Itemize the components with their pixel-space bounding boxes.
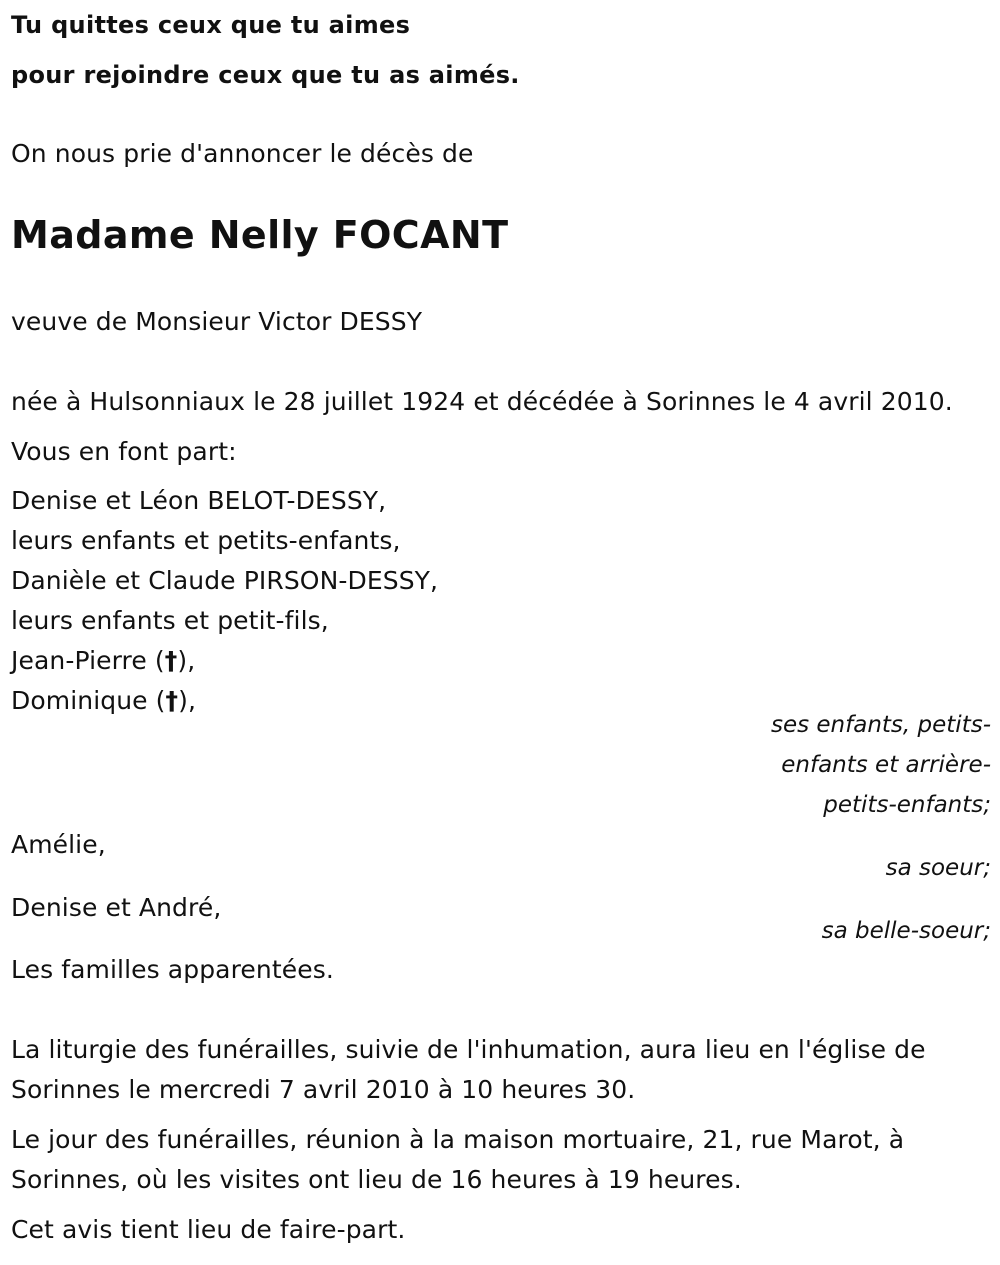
cross-icon: † (165, 686, 179, 715)
meeting-line-2: Sorinnes, où les visites ont lieu de 16 heures à 19 heures. (11, 1165, 742, 1194)
family-line-6-end: ), (178, 686, 197, 715)
meeting-line-1: Le jour des funérailles, réunion à la maison mortuaire, 21, rue Marot, à (11, 1125, 905, 1154)
relatives-text: Les familles apparentées. (11, 955, 334, 984)
birth-death-text: née à Hulsonniaux le 28 juillet 1924 et décédée à Sorinnes le 4 avril 2010. (11, 387, 953, 416)
announcers-intro: Vous en font part: (11, 437, 237, 466)
family-line-4: leurs enfants et petit-fils, (11, 606, 329, 635)
deceased-name: Madame Nelly FOCANT (11, 213, 509, 257)
family-line-5-end: ), (177, 646, 196, 675)
family-line-6 (11, 686, 196, 716)
role-sister-in-law: sa belle-soeur; (821, 918, 991, 944)
family-name-jean-pierre: Jean-Pierre ( (11, 646, 165, 675)
role-children-2: enfants et arrière- (781, 752, 991, 778)
family-line-2: leurs enfants et petits-enfants, (11, 526, 401, 555)
liturgy-line-2: Sorinnes le mercredi 7 avril 2010 à 10 heures 30. (11, 1075, 636, 1104)
sister-in-law-name: Denise et André, (11, 893, 222, 922)
family-line-1: Denise et Léon BELOT-DESSY, (11, 486, 387, 515)
intro-text: On nous prie d'annoncer le décès de (11, 139, 474, 168)
epigraph-line-1: Tu quittes ceux que tu aimes (11, 11, 411, 39)
liturgy-line-1: La liturgie des funérailles, suivie de l'inhumation, aura lieu en l'église de (11, 1035, 926, 1064)
role-sister: sa soeur; (885, 855, 991, 881)
role-children-1: ses enfants, petits- (770, 712, 991, 738)
epigraph-line-2: pour rejoindre ceux que tu as aimés. (11, 61, 520, 89)
family-line-3: Danièle et Claude PIRSON-DESSY, (11, 566, 439, 595)
spouse-text: veuve de Monsieur Victor DESSY (11, 307, 423, 336)
role-children-3: petits-enfants; (823, 792, 991, 818)
family-line-5 (11, 646, 195, 676)
family-name-dominique: Dominique ( (11, 686, 166, 715)
sister-name: Amélie, (11, 830, 106, 859)
cross-icon: † (164, 646, 178, 675)
closing-text: Cet avis tient lieu de faire-part. (11, 1215, 406, 1244)
